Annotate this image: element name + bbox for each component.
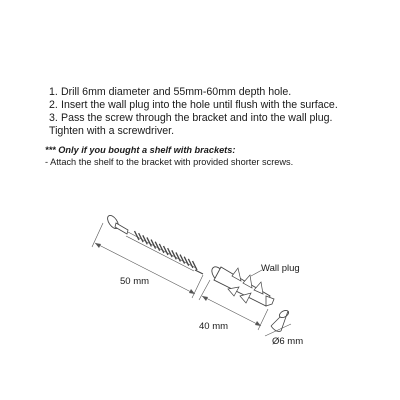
hole-diameter-label: Ø6 mm [272,336,304,347]
screw-thread [151,240,156,249]
hole-diameter-dimension [265,324,291,336]
screw-thread [193,261,198,270]
screw-thread [180,255,185,264]
note-text: - Attach the shelf to the bracket with provided shorter screws. [45,157,294,167]
screw-thread [188,259,193,268]
step-number: 3. [49,112,58,124]
screw-thread [168,248,173,257]
screw-thread [164,246,169,255]
step-number: 2. [49,99,58,111]
screw-thread [176,252,181,261]
screw-thread [172,250,177,259]
plug-length-label: 40 mm [199,321,229,332]
step-text: Insert the wall plug into the hole until flush with the surface. [61,99,338,111]
step-text: Tighten with a screwdriver. [49,125,175,137]
step-text: Pass the screw through the bracket and into the wall plug. [61,112,333,124]
drill-hole-illustration [271,309,290,332]
screw-thread [184,257,189,266]
screw-thread [143,235,148,244]
screw-thread [139,233,144,242]
screw-thread [159,244,164,253]
screw-thread [147,237,152,246]
wall-plug-label: Wall plug [261,263,300,274]
note-title: *** Only if you bought a shelf with brackets: [45,145,236,155]
step-number: 1. [49,86,58,98]
screw-thread [155,242,160,251]
screw-length-label: 50 mm [120,276,150,287]
step-text: Drill 6mm diameter and 55mm-60mm depth hole. [61,86,292,98]
screw-illustration [105,214,203,274]
